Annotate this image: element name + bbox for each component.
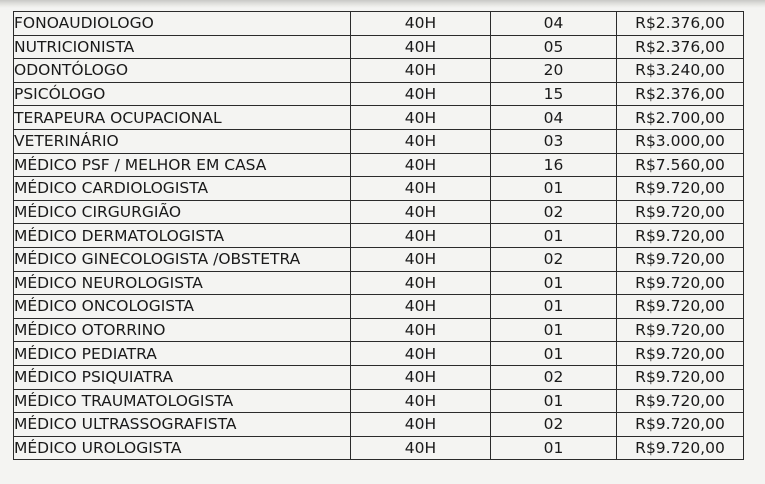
- cargo-cell: MÉDICO CARDIOLOGISTA: [14, 177, 351, 201]
- carga-horaria-cell: 40H: [351, 200, 491, 224]
- vencimento-cell: R$9.720,00: [617, 224, 744, 248]
- vencimento-cell: R$9.720,00: [617, 247, 744, 271]
- vencimento-cell: R$9.720,00: [617, 365, 744, 389]
- table-row: [14, 59, 744, 83]
- cargo-cell: ODONTÓLOGO: [14, 59, 351, 83]
- table-row: [14, 342, 744, 366]
- cargo-cell: MÉDICO TRAUMATOLOGISTA: [14, 389, 351, 413]
- carga-horaria-cell: 40H: [351, 342, 491, 366]
- table-row: [14, 82, 744, 106]
- table-row: [14, 153, 744, 177]
- table-row: [14, 35, 744, 59]
- carga-horaria-cell: 40H: [351, 177, 491, 201]
- vagas-cell: 16: [491, 153, 617, 177]
- vencimento-cell: R$9.720,00: [617, 271, 744, 295]
- vagas-cell: 04: [491, 106, 617, 130]
- vencimento-cell: R$9.720,00: [617, 318, 744, 342]
- table-row: [14, 129, 744, 153]
- cargo-cell: MÉDICO CIRGURGIÃO: [14, 200, 351, 224]
- cargo-cell: MÉDICO PSF / MELHOR EM CASA: [14, 153, 351, 177]
- vencimento-cell: R$2.376,00: [617, 12, 744, 36]
- vencimento-cell: R$9.720,00: [617, 295, 744, 319]
- carga-horaria-cell: 40H: [351, 413, 491, 437]
- cargo-cell: MÉDICO UROLOGISTA: [14, 436, 351, 460]
- table-row: [14, 318, 744, 342]
- carga-horaria-cell: 40H: [351, 365, 491, 389]
- page-top-shadow: [0, 0, 765, 8]
- vagas-cell: 05: [491, 35, 617, 59]
- vencimento-cell: R$9.720,00: [617, 200, 744, 224]
- table-row: [14, 200, 744, 224]
- table-row: [14, 389, 744, 413]
- carga-horaria-cell: 40H: [351, 318, 491, 342]
- cargo-cell: PSICÓLOGO: [14, 82, 351, 106]
- carga-horaria-cell: 40H: [351, 129, 491, 153]
- cargo-cell: MÉDICO DERMATOLOGISTA: [14, 224, 351, 248]
- vagas-cell: 03: [491, 129, 617, 153]
- vagas-cell: 15: [491, 82, 617, 106]
- table-row: [14, 413, 744, 437]
- cargo-cell: MÉDICO GINECOLOGISTA /OBSTETRA: [14, 247, 351, 271]
- vencimento-cell: R$2.376,00: [617, 82, 744, 106]
- carga-horaria-cell: 40H: [351, 436, 491, 460]
- vagas-cell: 02: [491, 247, 617, 271]
- cargo-cell: NUTRICIONISTA: [14, 35, 351, 59]
- vencimento-cell: R$9.720,00: [617, 389, 744, 413]
- vagas-cell: 04: [491, 12, 617, 36]
- vagas-cell: 01: [491, 389, 617, 413]
- vencimento-cell: R$2.700,00: [617, 106, 744, 130]
- table-row: [14, 271, 744, 295]
- vencimento-cell: R$2.376,00: [617, 35, 744, 59]
- vencimento-cell: R$9.720,00: [617, 436, 744, 460]
- table-row: [14, 177, 744, 201]
- vagas-cell: 01: [491, 295, 617, 319]
- carga-horaria-cell: 40H: [351, 12, 491, 36]
- table-row: [14, 247, 744, 271]
- carga-horaria-cell: 40H: [351, 153, 491, 177]
- cargo-cell: MÉDICO ONCOLOGISTA: [14, 295, 351, 319]
- cargo-cell: MÉDICO OTORRINO: [14, 318, 351, 342]
- carga-horaria-cell: 40H: [351, 82, 491, 106]
- carga-horaria-cell: 40H: [351, 106, 491, 130]
- carga-horaria-cell: 40H: [351, 224, 491, 248]
- carga-horaria-cell: 40H: [351, 271, 491, 295]
- cargo-cell: TERAPEURA OCUPACIONAL: [14, 106, 351, 130]
- vagas-cell: 01: [491, 318, 617, 342]
- vencimento-cell: R$9.720,00: [617, 177, 744, 201]
- table-row: [14, 365, 744, 389]
- table-row: [14, 436, 744, 460]
- vencimento-cell: R$3.000,00: [617, 129, 744, 153]
- vacancies-table-body: [14, 12, 744, 460]
- vagas-cell: 01: [491, 342, 617, 366]
- cargo-cell: FONOAUDIOLOGO: [14, 12, 351, 36]
- cargo-cell: MÉDICO ULTRASSOGRAFISTA: [14, 413, 351, 437]
- cargo-cell: MÉDICO PSIQUIATRA: [14, 365, 351, 389]
- carga-horaria-cell: 40H: [351, 35, 491, 59]
- carga-horaria-cell: 40H: [351, 389, 491, 413]
- cargo-cell: MÉDICO NEUROLOGISTA: [14, 271, 351, 295]
- carga-horaria-cell: 40H: [351, 59, 491, 83]
- vencimento-cell: R$3.240,00: [617, 59, 744, 83]
- carga-horaria-cell: 40H: [351, 295, 491, 319]
- vagas-cell: 02: [491, 200, 617, 224]
- vagas-cell: 01: [491, 271, 617, 295]
- vacancies-table: [13, 11, 744, 460]
- vagas-cell: 02: [491, 365, 617, 389]
- vagas-cell: 01: [491, 177, 617, 201]
- table-row: [14, 106, 744, 130]
- vagas-cell: 01: [491, 436, 617, 460]
- vagas-cell: 02: [491, 413, 617, 437]
- vagas-cell: 20: [491, 59, 617, 83]
- vencimento-cell: R$9.720,00: [617, 413, 744, 437]
- vencimento-cell: R$7.560,00: [617, 153, 744, 177]
- carga-horaria-cell: 40H: [351, 247, 491, 271]
- cargo-cell: MÉDICO PEDIATRA: [14, 342, 351, 366]
- vencimento-cell: R$9.720,00: [617, 342, 744, 366]
- table-row: [14, 295, 744, 319]
- table-row: [14, 224, 744, 248]
- table-row: [14, 12, 744, 36]
- vagas-cell: 01: [491, 224, 617, 248]
- cargo-cell: VETERINÁRIO: [14, 129, 351, 153]
